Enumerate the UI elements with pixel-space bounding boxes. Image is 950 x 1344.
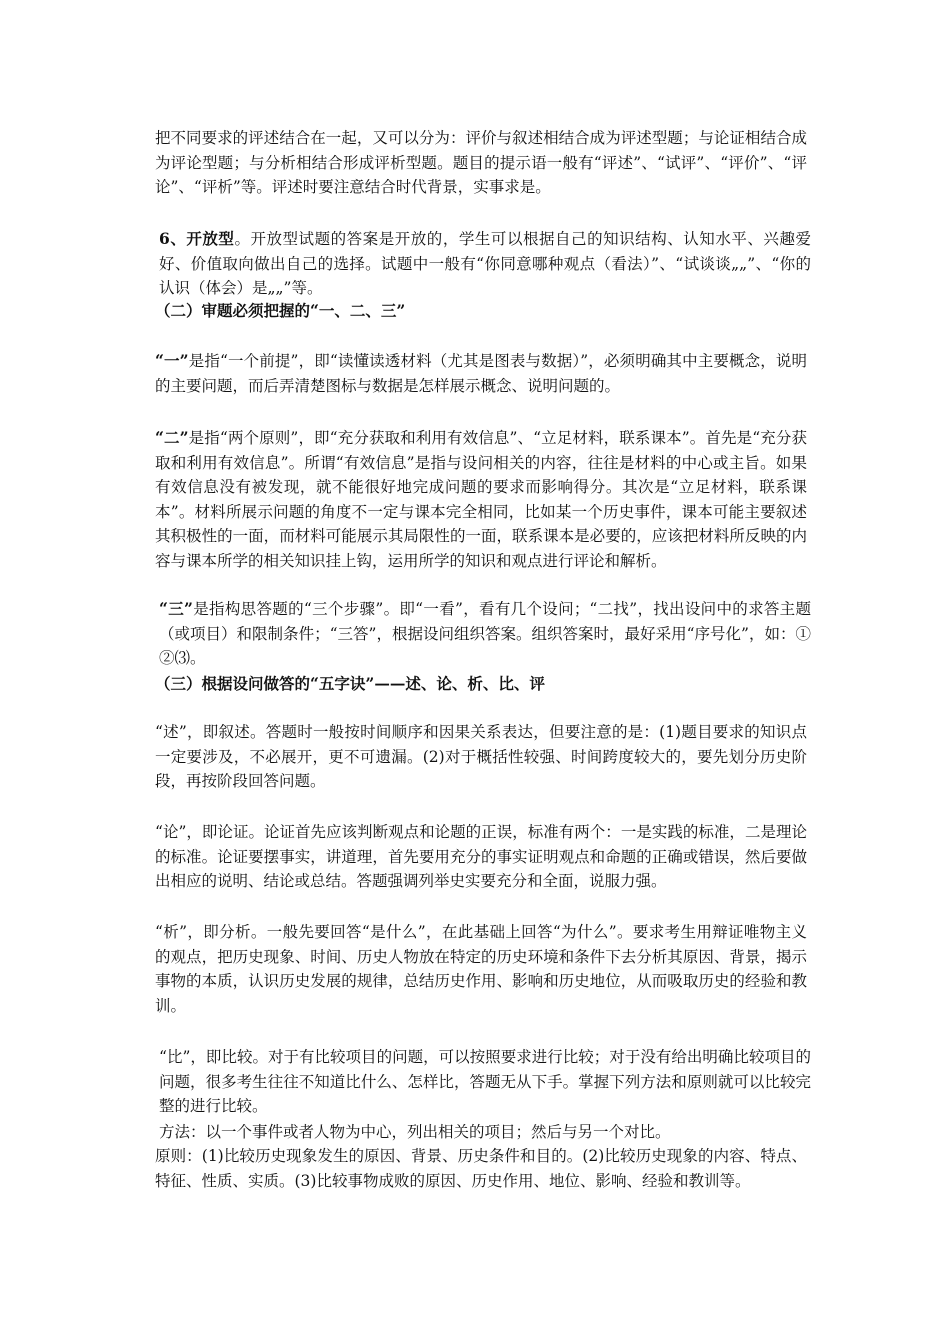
open-type-text: 。开放型试题的答案是开放的，学生可以根据自己的知识结构、认知水平、兴趣爱好、价值取向做出自己的选择。试题中一般有“你同意哪种观点（看法）”、“试谈谈„„”、“你的认识（体会）是„„”等。 [159,230,811,297]
paragraph-two-principles [155,426,807,573]
paragraph-evaluation-types: 把不同要求的评述结合在一起，又可以分为：评价与叙述相结合成为评述型题；与论证相结合成为评论型题；与分析相结合形成评析型题。题目的提示语一般有“评述”、“试评”、“评价”、“评论”、“评析”等。评述时要注意结合时代背景，实事求是。 [155,129,807,196]
paragraph-analyze: “析”，即分析。一般先要回答“是什么”，在此基础上回答“为什么”。要求考生用辩证唯物主义的观点，把历史现象、时间、历史人物放在特定的历史环境和条件下去分析其原因、背景，揭示事物的本质，认识历史发展的规律，总结历史作用、影响和历史地位，从而吸取历史的经验和教训。 [155,923,807,1015]
paragraph-open-type [155,227,811,301]
paragraph-method: 方法：以一个事件或者人物为中心，列出相关的项目；然后与另一个对比。 [159,1123,671,1141]
paragraph-principle: 原则：(1)比较历史现象发生的原因、背景、历史条件和目的。(2)比较历史现象的内容、特点、特征、性质、实质。(3)比较事物成败的原因、历史作用、地位、影响、经验和教训等。 [155,1147,807,1190]
three-text: 是指构思答题的“三个步骤”。即“一看”，看有几个设问；“二找”，找出设问中的求答主题（或项目）和限制条件；“三答”，根据设问组织答案。组织答案时，最好采用“序号化”，如：①②⑶。 [159,600,811,667]
paragraph-argue: “论”，即论证。论证首先应该判断观点和论题的正误，标准有两个：一是实践的标准，二是理论的标准。论证要摆事实，讲道理，首先要用充分的事实证明观点和命题的正确或错误，然后要做出相应的说明、结论或总结。答题强调列举史实要充分和全面，说服力强。 [155,823,807,890]
paragraph-narrate: “述”，即叙述。答题时一般按时间顺序和因果关系表达，但要注意的是：(1)题目要求的知识点一定要涉及，不必展开，更不可遗漏。(2)对于概括性较强、时间跨度较大的，要先划分历史阶段，再按阶段回答问题。 [155,723,807,790]
two-label: “二” [155,428,189,447]
two-text: 是指“两个原则”，即“充分获取和利用有效信息”、“立足材料，联系课本”。首先是“充分获取和利用有效信息”。所谓“有效信息”是指与设问相关的内容，往往是材料的中心或主旨。如果有效信息没有被发现，就不能很好地完成问题的要求而影响得分。其次是“立足材料，联系课本”。材料所展示问题的角度不一定与课本完全相同，比如某一个历史事件，课本可能主要叙述其积极性的一面，而材料可能展示其局限性的一面，联系课本是必要的，应该把材料所反映的内容与课本所学的相关知识挂上钩，运用所学的知识和观点进行评论和解析。 [155,429,807,570]
three-label: “三” [159,599,193,618]
one-text: 是指“一个前提”，即“读懂读透材料（尤其是图表与数据）”，必须明确其中主要概念，说明的主要问题，而后弄清楚图标与数据是怎样展示概念、说明问题的。 [155,352,807,395]
one-label: “一” [155,351,189,370]
section-heading-3: （三）根据设问做答的“五字诀”——述、论、析、比、评 [155,674,545,693]
paragraph-one-premise [155,349,807,398]
paragraph-compare: “比”，即比较。对于有比较项目的问题，可以按照要求进行比较；对于没有给出明确比较项目的问题，很多考生往往不知道比什么、怎样比，答题无从下手。掌握下列方法和原则就可以比较完整的进行比较。 [159,1048,811,1115]
paragraph-three-steps [155,597,811,671]
section-heading-2: （二）审题必须把握的“一、二、三” [155,301,406,320]
open-type-label: 6、开放型 [159,229,235,248]
